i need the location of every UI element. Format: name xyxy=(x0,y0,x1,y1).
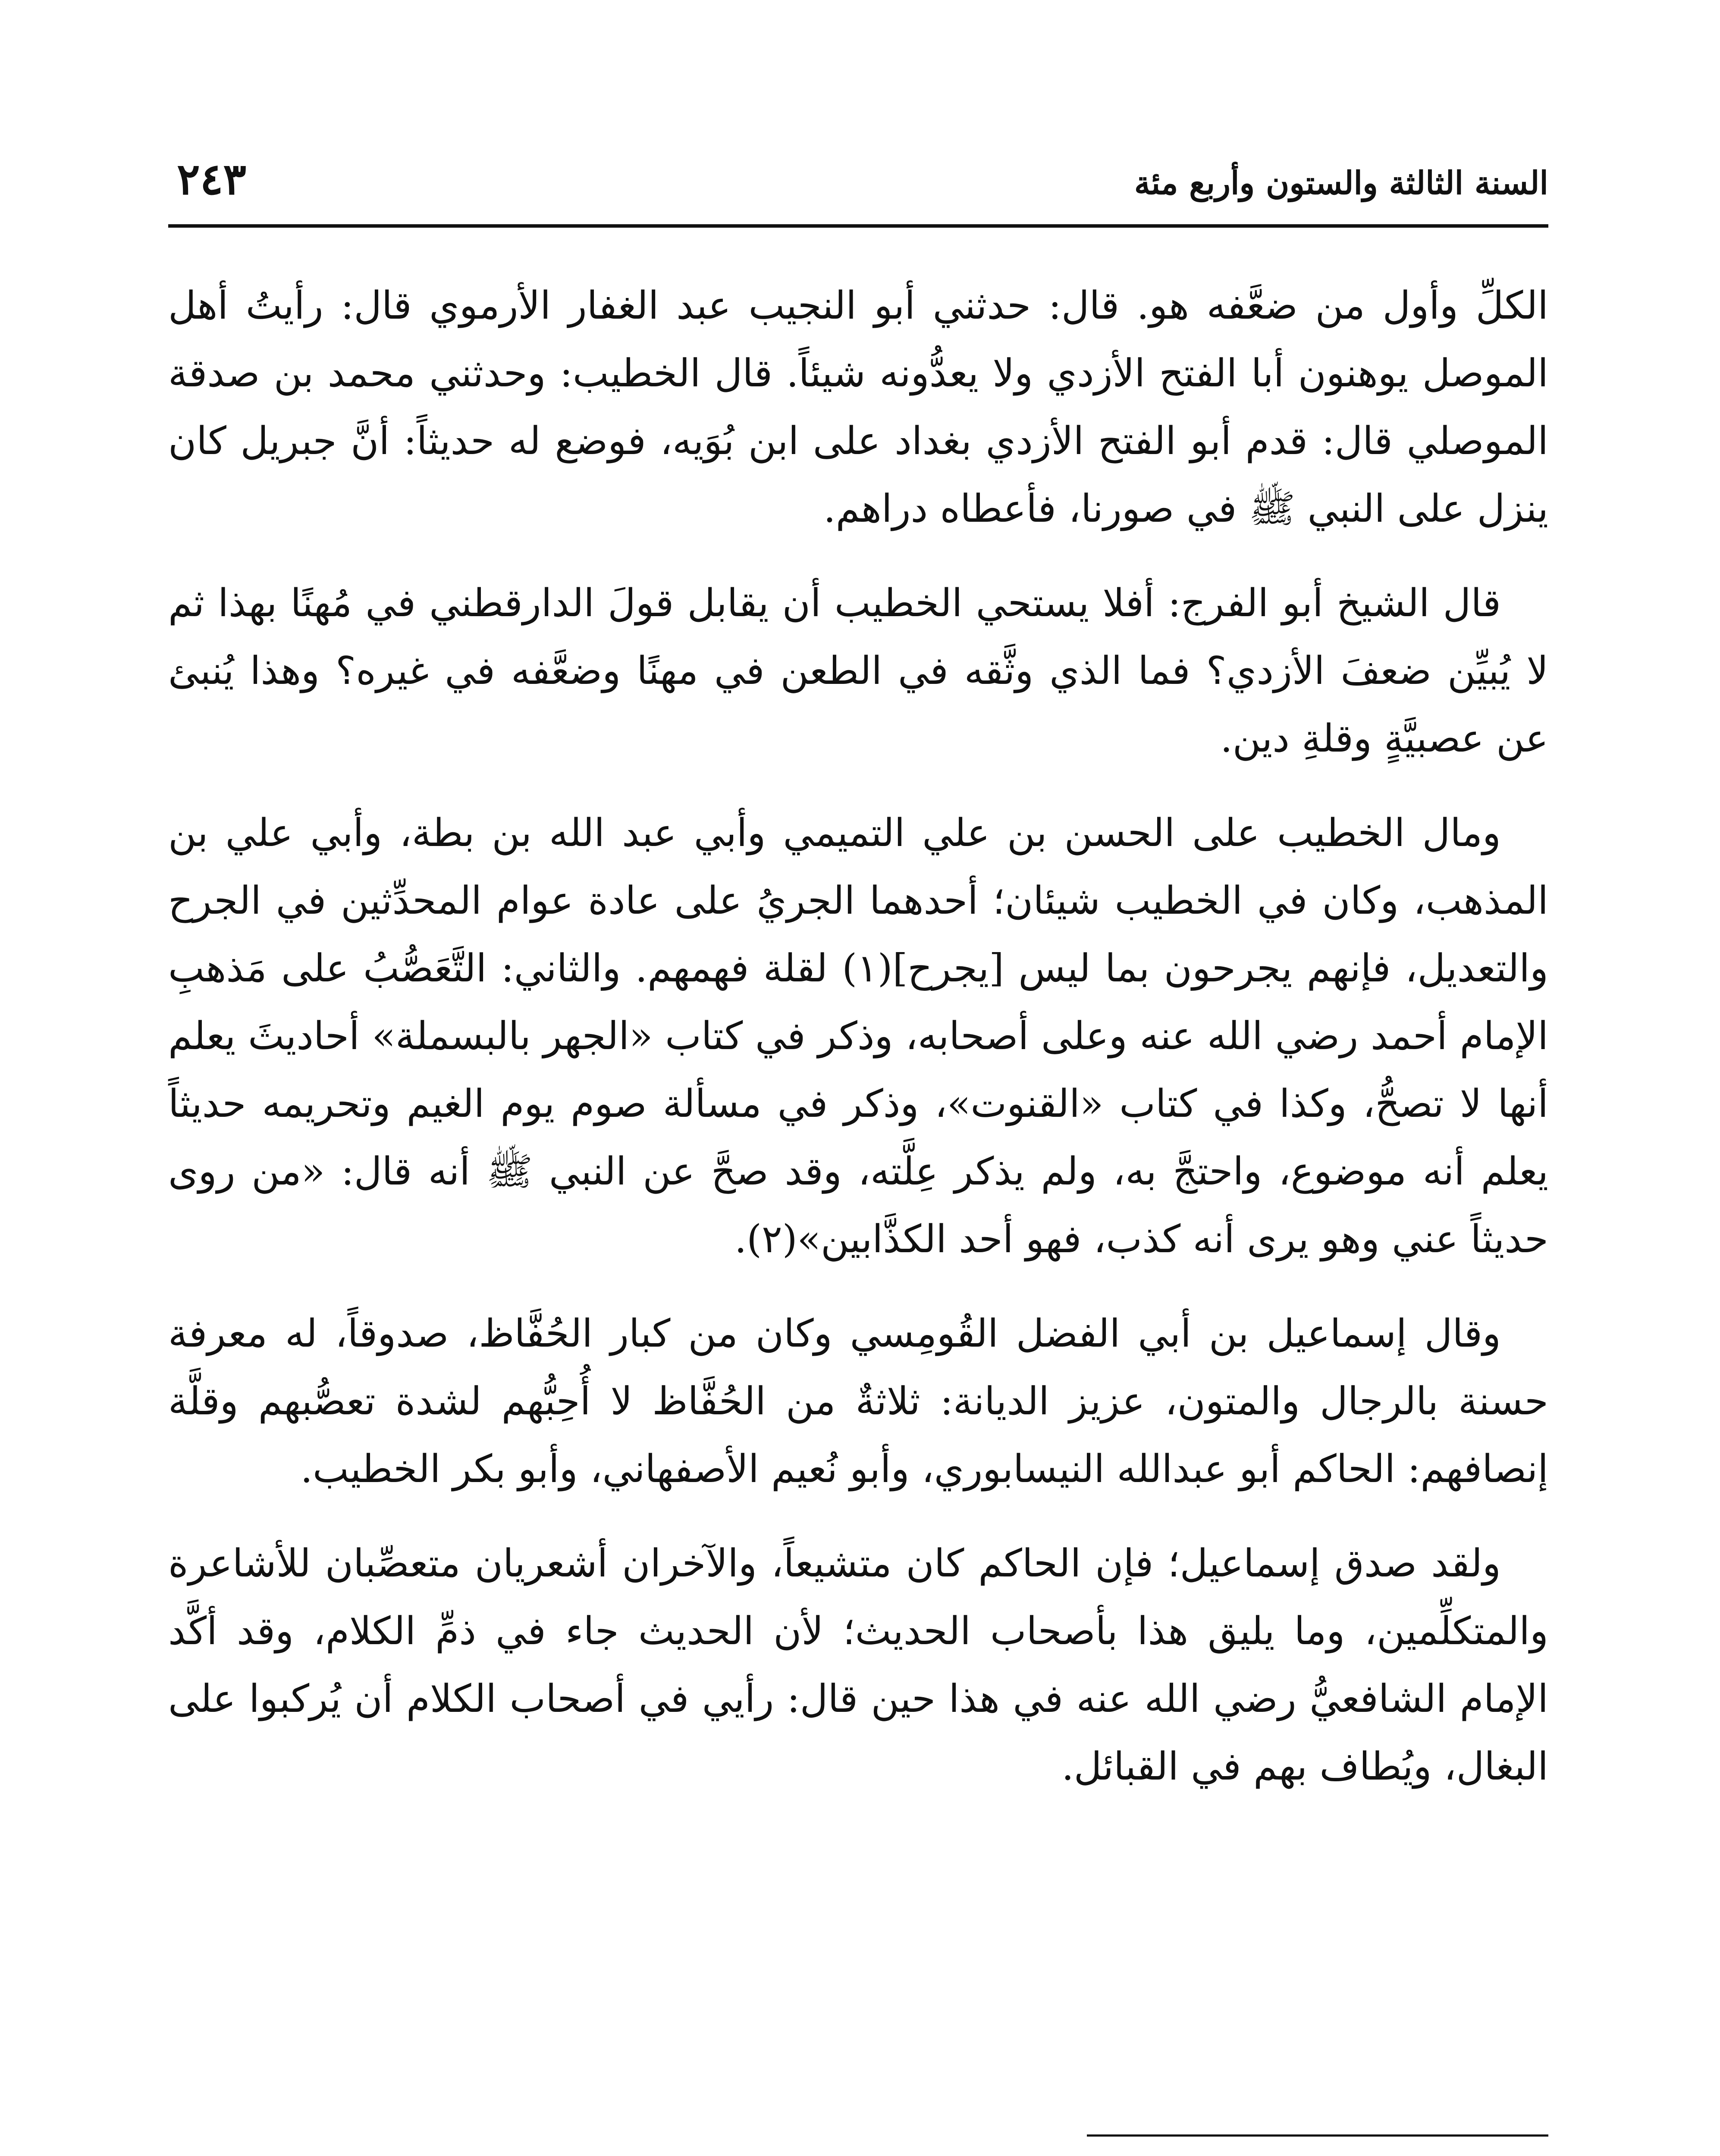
page-number: ٢٤٣ xyxy=(177,154,247,204)
paragraph: ولقد صدق إسماعيل؛ فإن الحاكم كان متشيعاً، والآخران أشعريان متعصِّبان للأشاعرة والمتكلِّمين، وما يليق هذا بأصحاب الحديث؛ لأن الحديث جاء في ذمِّ الكلام، وقد أكَّد الإمام الشافعيُّ رضي الله عنه في هذا حين قال: رأيي في أصحاب الكلام أن يُركبوا على البغال، ويُطاف بهم في القبائل. xyxy=(168,1541,1548,1789)
paragraph: ومال الخطيب على الحسن بن علي التميمي وأبي عبد الله بن بطة، وأبي علي بن المذهب، وكان في الخطيب شيئان؛ أحدهما الجريُ على عادة عوام المحدِّثين في الجرح والتعديل، فإنهم يجرحون بما ليس [يجرح](١) لقلة فهمهم. والثاني: التَّعَصُّبُ على مَذهبِ الإمام أحمد رضي الله عنه وعلى أصحابه، وذكر في كتاب «الجهر بالبسملة» أحاديثَ يعلم أنها لا تصحُّ، وكذا في كتاب «القنوت»، وذكر في مسألة صوم يوم الغيم وتحريمه حديثاً يعلم أنه موضوع، واحتجَّ به، ولم يذكر عِلَّته، وقد صحَّ عن النبي ﷺ أنه قال: «من روى حديثاً عني وهو يرى أنه كذب، فهو أحد الكذَّابين»(٢). xyxy=(168,810,1548,1261)
header-rule xyxy=(168,224,1548,228)
paragraph: الكلِّ وأول من ضعَّفه هو. قال: حدثني أبو النجيب عبد الغفار الأرموي قال: رأيتُ أهل الموصل يوهنون أبا الفتح الأزدي ولا يعدُّونه شيئاً. قال الخطيب: وحدثني محمد بن صدقة الموصلي قال: قدم أبو الفتح الأزدي بغداد على ابن بُوَيه، فوضع له حديثاً: أنَّ جبريل كان ينزل على النبي ﷺ في صورنا، فأعطاه دراهم. xyxy=(168,283,1548,531)
footnote-separator xyxy=(1087,2134,1548,2137)
paragraph: وقال إسماعيل بن أبي الفضل القُومِسي وكان من كبار الحُفَّاظ، صدوقاً، له معرفة حسنة بالرجال والمتون، عزيز الديانة: ثلاثةٌ من الحُفَّاظ لا أُحِبُّهم لشدة تعصُّبهم وقلَّة إنصافهم: الحاكم أبو عبدالله النيسابوري، وأبو نُعيم الأصفهاني، وأبو بكر الخطيب. xyxy=(168,1311,1548,1491)
page-header xyxy=(168,154,1548,229)
paragraph: قال الشيخ أبو الفرج: أفلا يستحي الخطيب أن يقابل قولَ الدارقطني في مُهنًا بهذا ثم لا يُبيِّن ضعفَ الأزدي؟ فما الذي وثَّقه في الطعن في مهنًا وضعَّفه في غيره؟ وهذا يُنبئ عن عصبيَّةٍ وقلةِ دين. xyxy=(168,580,1548,761)
main-text xyxy=(168,272,1548,1827)
running-title: السنة الثالثة والستون وأربع مئة xyxy=(1134,165,1548,202)
